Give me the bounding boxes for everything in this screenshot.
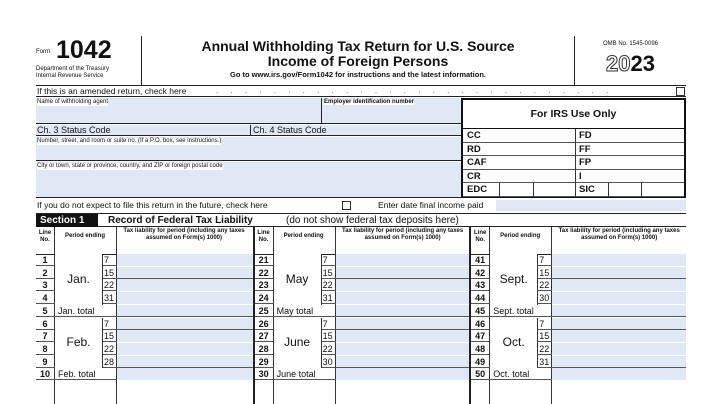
irs-code-row: [463, 143, 684, 157]
irs-use-only-box: [461, 98, 686, 198]
tax-liability-field[interactable]: [117, 330, 253, 342]
month-total-field[interactable]: [552, 305, 686, 317]
period-day: 28: [104, 356, 115, 367]
line-number: 50: [475, 369, 486, 380]
tax-liability-field[interactable]: [336, 292, 472, 304]
section-1-title: Record of Federal Tax Liability: [108, 215, 253, 226]
col-header-period: Period ending: [500, 233, 541, 239]
tax-liability-field[interactable]: [336, 254, 472, 266]
period-month: Sept.: [499, 271, 528, 286]
month-total-field[interactable]: [117, 368, 253, 380]
month-total-label: May total: [276, 305, 314, 316]
year-suffix: 23: [630, 51, 655, 76]
month-total-field[interactable]: [552, 368, 686, 380]
col-header-line: Line No.: [474, 230, 487, 243]
line-number: 28: [258, 343, 269, 354]
line-number: 46: [475, 318, 486, 329]
sic-divider: [608, 183, 609, 197]
period-day: 30: [539, 293, 550, 304]
line-number: 30: [258, 369, 269, 380]
period-day: 22: [322, 343, 333, 354]
line-number: 42: [475, 267, 486, 278]
line-number: 23: [258, 280, 269, 291]
period-day: 31: [539, 356, 550, 367]
irs-code-row: [463, 170, 684, 184]
line-number: 43: [475, 280, 486, 291]
tax-liability-field[interactable]: [552, 330, 686, 342]
future-row: [36, 199, 686, 212]
period-day: 22: [322, 280, 333, 291]
tax-liability-field[interactable]: [552, 318, 686, 330]
ch3-label: Ch. 3 Status Code: [37, 125, 111, 135]
period-day: 31: [322, 293, 333, 304]
line-number: 26: [258, 318, 269, 329]
line-number: 47: [475, 331, 486, 342]
line-number: 4: [42, 293, 48, 304]
tax-liability-field[interactable]: [336, 356, 472, 368]
final-income-label: Enter date final income paid: [378, 200, 484, 210]
sic-divider: [641, 183, 642, 197]
irs-code-left: EDC: [467, 184, 488, 196]
period-day: 15: [539, 267, 550, 278]
street-label: Number, street, and room or suite no. (If a P.O. box, see instructions.): [37, 138, 222, 144]
ein-field[interactable]: [322, 98, 461, 124]
month-total-label: June total: [276, 369, 316, 380]
irs-code-row: [463, 129, 684, 143]
day-divider: [102, 318, 103, 369]
line-number: 6: [42, 318, 48, 329]
dept-line-1: Department of the Treasury: [36, 66, 110, 72]
period-month: May: [285, 271, 309, 286]
period-day: 7: [322, 255, 328, 265]
section-1-header: [36, 213, 686, 227]
irs-code-right: I: [579, 170, 582, 182]
month-total-field[interactable]: [117, 305, 253, 317]
period-day: 15: [322, 331, 333, 342]
month-total-field[interactable]: [336, 305, 472, 317]
period-day: 30: [322, 356, 333, 367]
line-number: 21: [258, 255, 269, 265]
line-number: 25: [258, 305, 269, 316]
period-day: 15: [104, 267, 115, 278]
form-header: [36, 36, 686, 86]
irs-divider: [575, 129, 576, 197]
city-field[interactable]: [36, 162, 461, 198]
section-1-tag: Section 1: [36, 214, 98, 227]
irs-code-right: FF: [579, 143, 591, 155]
period-month: Feb.: [66, 335, 91, 350]
year-block: [574, 36, 686, 86]
col-header-line: Line No.: [257, 230, 270, 243]
line-number: 10: [39, 369, 50, 380]
city-label: City or town, state or province, country, and ZIP or foreign postal code: [37, 163, 223, 169]
line-number: 45: [475, 305, 486, 316]
line-number: 49: [475, 356, 486, 367]
tax-liability-field[interactable]: [336, 343, 472, 355]
period-day: 22: [539, 343, 550, 354]
dot-leader: . . . . . . . . . . . . . . . . . . . . . . . . . . . .: [216, 86, 614, 95]
line-number: 9: [42, 356, 48, 367]
tax-liability-field[interactable]: [552, 267, 686, 279]
period-month: Jan.: [67, 271, 90, 286]
day-divider: [102, 254, 103, 305]
line-number: 29: [258, 356, 269, 367]
day-divider: [321, 254, 322, 305]
tax-liability-field[interactable]: [117, 267, 253, 279]
line-number: 44: [475, 293, 486, 304]
irs-code-right: SIC: [579, 184, 595, 196]
col-header-line: Line No.: [38, 230, 52, 243]
form-title-block: [142, 36, 574, 86]
period-month: Oct.: [502, 335, 525, 350]
tax-liability-field[interactable]: [336, 318, 472, 330]
col-header-tax: Tax liability for period (including any taxes assumed on Form(s) 1000): [341, 228, 464, 241]
col-header-period: Period ending: [64, 233, 105, 239]
day-divider: [537, 254, 538, 305]
period-day: 7: [539, 318, 545, 329]
future-label: If you do not expect to file this return in the future, check here: [37, 200, 268, 210]
irs-code-right: FD: [579, 130, 592, 141]
liability-column: [469, 227, 686, 404]
month-total-label: Jan. total: [58, 305, 95, 316]
line-number: 2: [42, 267, 48, 278]
form-id-block: [36, 36, 142, 86]
col-header-tax: Tax liability for period (including any taxes assumed on Form(s) 1000): [123, 228, 245, 241]
liability-column: [253, 227, 470, 404]
omb-number: OMB No. 1545-0096: [602, 41, 659, 47]
amended-row: [36, 86, 686, 97]
amended-checkbox[interactable]: [676, 87, 685, 96]
day-divider: [321, 318, 322, 369]
dept-line-2: Internal Revenue Service: [36, 73, 104, 79]
liability-column: [36, 227, 253, 404]
tax-liability-field[interactable]: [117, 279, 253, 291]
irs-code-left: CC: [467, 130, 481, 141]
form-title-line-1: Annual Withholding Tax Return for U.S. Source: [201, 38, 515, 54]
edc-divider: [533, 183, 534, 197]
period-day: 15: [104, 331, 115, 342]
period-month: June: [284, 335, 311, 350]
future-checkbox[interactable]: [342, 201, 351, 210]
form-number: 1042: [56, 36, 112, 64]
irs-code-left: CAF: [467, 157, 487, 169]
line-number: 5: [42, 305, 48, 316]
period-day: 7: [104, 255, 110, 265]
agent-name-field[interactable]: [36, 98, 322, 124]
line-number: 3: [42, 280, 48, 291]
liability-grid: [36, 227, 686, 404]
period-day: 31: [104, 293, 115, 304]
period-day: 7: [322, 318, 328, 329]
irs-code-left: RD: [467, 143, 481, 155]
period-day: 15: [539, 331, 550, 342]
day-divider: [537, 318, 538, 369]
col-header-tax: Tax liability for period (including any taxes assumed on Form(s) 1000): [558, 228, 680, 241]
irs-code-left: CR: [467, 170, 481, 182]
form-instructions: Go to www.irs.gov/Form1042 for instructions and the latest information.: [229, 70, 486, 79]
irs-code-row: [463, 183, 684, 197]
form-word: Form: [36, 49, 50, 55]
ch4-label: Ch. 4 Status Code: [253, 125, 327, 135]
line-number: 48: [475, 343, 486, 354]
month-total-label: Oct. total: [493, 369, 530, 380]
line-number: 22: [258, 267, 269, 278]
period-day: 15: [322, 267, 333, 278]
line-number: 24: [258, 293, 269, 304]
irs-use-title: For IRS Use Only: [530, 108, 617, 120]
final-income-date-field[interactable]: [496, 200, 686, 211]
ein-label: Employer identification number: [324, 99, 415, 105]
tax-liability-field[interactable]: [552, 254, 686, 266]
period-day: 22: [539, 280, 550, 291]
month-total-label: Sept. total: [493, 305, 534, 316]
ch3-status-field[interactable]: [36, 125, 251, 136]
line-number: 8: [42, 343, 48, 354]
irs-code-row: [463, 156, 684, 170]
agent-name-label: Name of withholding agent: [37, 99, 109, 105]
form-title-line-2: Income of Foreign Persons: [267, 53, 449, 69]
ch4-status-field[interactable]: [251, 125, 461, 136]
line-number: 41: [475, 255, 486, 265]
line-number: 7: [42, 331, 48, 342]
tax-liability-field[interactable]: [117, 254, 253, 266]
irs-code-right: FP: [579, 157, 592, 169]
tax-liability-field[interactable]: [336, 279, 472, 291]
tax-liability-field[interactable]: [552, 279, 686, 291]
line-number: 1: [42, 255, 48, 265]
form-1042: [36, 36, 686, 404]
amended-label: If this is an amended return, check here: [37, 86, 187, 96]
month-total-field[interactable]: [336, 368, 472, 380]
tax-liability-field[interactable]: [117, 318, 253, 330]
tax-liability-field[interactable]: [336, 267, 472, 279]
tax-liability-field[interactable]: [552, 356, 686, 368]
tax-liability-field[interactable]: [117, 292, 253, 304]
col-header-period: Period ending: [283, 233, 324, 239]
month-total-label: Feb. total: [58, 369, 96, 380]
period-day: 22: [104, 343, 115, 354]
year-prefix: 20: [606, 51, 631, 76]
period-day: 22: [104, 280, 115, 291]
period-day: 7: [104, 318, 110, 329]
period-day: 7: [539, 255, 545, 265]
tax-liability-field[interactable]: [117, 343, 253, 355]
tax-liability-field[interactable]: [552, 343, 686, 355]
tax-liability-field[interactable]: [117, 356, 253, 368]
edc-divider: [499, 183, 500, 197]
section-1-note: (do not show federal tax deposits here): [286, 215, 459, 226]
tax-liability-field[interactable]: [552, 292, 686, 304]
tax-liability-field[interactable]: [336, 330, 472, 342]
street-field[interactable]: [36, 137, 461, 161]
line-number: 27: [258, 331, 269, 342]
